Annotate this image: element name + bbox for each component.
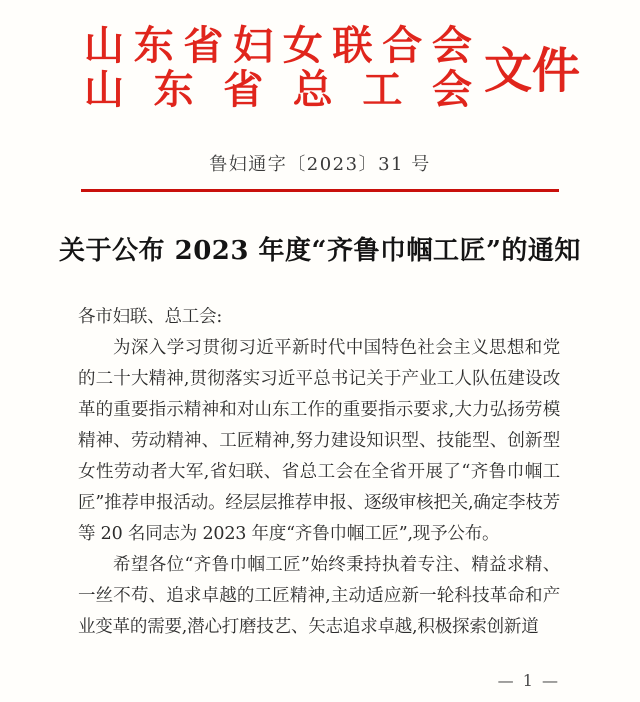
page-footer <box>498 671 560 690</box>
page-number: — 1 — <box>497 671 560 690</box>
agency-name-line-2: 山 东 省 总 工 会 <box>84 66 472 113</box>
salutation-line: 各市妇联、总工会: <box>78 307 223 327</box>
body-paragraph-1: 为深入学习贯彻习近平新时代中国特色社会主义思想和党的二十大精神,贯彻落实习近平总书记关于产业工人队伍建设改革的重要指示精神和对山东工作的重要指示要求,大力弘扬劳模精神、劳动精神、工匠精神,努力建设知识型、技能型、创新型女性劳动者大军,省妇联、省总工会在全省开展了“齐鲁巾帼工匠”推荐申报活动。经层层推荐申报、逐级审核把关,确定李枝芳等 20 名同志为 2023 年度“齐鲁巾帼工匠”,现予公布。 <box>78 338 560 544</box>
document-letterhead <box>0 0 640 112</box>
document-title: 关于公布 2023 年度“齐鲁巾帼工匠”的通知 <box>59 236 581 266</box>
agency-name-block <box>84 24 472 112</box>
document-body <box>78 302 560 643</box>
red-separator-rule <box>81 189 559 192</box>
doc-reference-number: 鲁妇通字〔2023〕31 号 <box>209 154 431 175</box>
agency-name-line-1: 山 东 省 妇 女 联 合 会 <box>84 22 472 69</box>
doc-type-label: 文件 <box>484 43 581 99</box>
body-paragraph-2: 希望各位“齐鲁巾帼工匠”始终秉持执着专注、精益求精、一丝不苟、追求卓越的工匠精神,主动适应新一轮科技革命和产业变革的需要,潜心打磨技艺、矢志追求卓越,积极探索创新道 <box>78 555 560 637</box>
